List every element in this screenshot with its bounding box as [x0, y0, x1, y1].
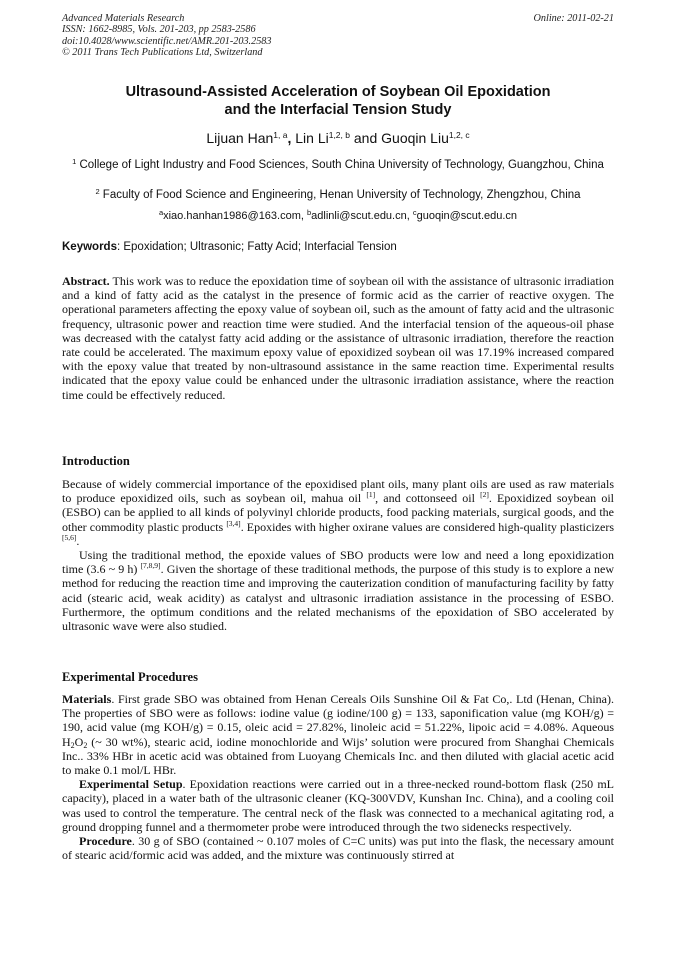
materials-text: O	[74, 734, 84, 749]
citation-7-8-9: [7,8,9]	[140, 561, 161, 571]
email-c: guoqin@scut.edu.cn	[416, 210, 518, 222]
procedure-paragraph	[62, 834, 614, 862]
materials-text: . First grade SBO was obtained from Henan Cereals Oils Sunshine Oil & Fat Co,. Ltd (Henan, China). The properties of SBO were as follows: iodine value (g iodine/100 g) = 133, saponification value (mg KOH/g) = 190, acid value (mg KOH/g) = 0.15, oleic acid = 27.82%, linoleic acid = 51.22%, lipoic acid = 4.08%. Aqueous H	[62, 692, 614, 749]
setup-paragraph	[62, 777, 614, 834]
affiliation-1	[62, 155, 614, 172]
journal-name: Advanced Materials Research	[62, 13, 185, 24]
introduction-heading: Introduction	[62, 454, 130, 468]
materials-paragraph	[62, 692, 614, 777]
journal-issn: ISSN: 1662-8985, Vols. 201-203, pp 2583-2586	[62, 24, 256, 36]
author-separator: ,	[287, 130, 292, 146]
intro-p1-text: .	[76, 533, 80, 548]
setup-label: Experimental Setup	[79, 777, 183, 792]
introduction-section	[62, 477, 614, 633]
email-c-marker: c	[412, 208, 417, 217]
email-b-marker: b	[307, 208, 312, 217]
journal-doi: doi:10.4028/www.scientific.net/AMR.201-203.2583	[62, 35, 272, 47]
online-date: Online: 2011-02-21	[533, 13, 614, 24]
keywords-text: : Epoxidation; Ultrasonic; Fatty Acid; Interfacial Tension	[116, 241, 397, 253]
author-emails	[62, 206, 614, 223]
intro-p1-text: . Epoxides with higher oxirane values are considered high-quality plasticizers	[240, 519, 614, 534]
experimental-section	[62, 692, 614, 862]
setup-text: . Epoxidation reactions were carried out in a three-necked round-bottom flask (250 mL capacity), placed in a water bath of the ultrasonic cleaner (KQ-300VDV, Kunshan Inc. China), and a cooling coil was used to control the temperature. The central neck of the flask was connected to a mechanical agitating rod, a ground dropping funnel and a thermometer probe were introduced through the two sidenecks respectively.	[62, 777, 614, 834]
affiliation-1-text: College of Light Industry and Food Sciences, South China University of Technology, Guangzhou, China	[76, 159, 604, 171]
keywords-label: Keywords	[62, 241, 117, 253]
intro-p1-text: Because of widely commercial importance of the epoxidised plant oils, many plant oils are used as raw materials to produce epoxidized oils, such as soybean oil, mahua oil	[62, 477, 614, 506]
author-2-name: Lin Li	[291, 130, 329, 146]
intro-p1-text: , and cottonseed oil	[375, 491, 481, 506]
affiliation-1-number: 1	[72, 157, 77, 166]
intro-p2-text: Using the traditional method, the epoxide values of SBO products were low and need a long epoxidization time (3.6 ~ 9 h)	[62, 548, 614, 577]
email-a: xiao.hanhan1986@163.com,	[163, 210, 307, 222]
citation-5-6: [5,6]	[62, 532, 77, 542]
abstract-label: Abstract.	[62, 274, 110, 288]
experimental-heading: Experimental Procedures	[62, 670, 198, 684]
affiliation-2-number: 2	[95, 187, 100, 196]
author-1-affil: 1, a	[273, 130, 288, 140]
paper-title	[62, 83, 614, 119]
materials-label: Materials	[62, 692, 112, 706]
abstract-section	[62, 274, 614, 402]
author-1-name: Lijuan Han	[206, 130, 274, 146]
affiliation-2-text: Faculty of Food Science and Engineering, Henan University of Technology, Zhengzhou, China	[99, 189, 581, 201]
journal-header	[62, 13, 271, 59]
citation-2: [2]	[480, 490, 489, 500]
intro-paragraph-1	[62, 477, 614, 548]
citation-1: [1]	[366, 490, 376, 500]
author-2-affil: 1,2, b	[328, 130, 350, 140]
intro-paragraph-2	[62, 548, 614, 633]
abstract-text: This work was to reduce the epoxidation time of soybean oil with the assistance of ultrasonic irradiation and a kind of fatty acid as the catalyst in the presence of formic acid as the carrier of reactive oxygen. The operational parameters affecting the epoxy value of soybean oil, such as the amount of fatty acid and the ultrasonic frequency, ultrasonic power and reaction time were studied. And the interfacial tension of the aqueous-oil phase was decreased with the catalyst fatty acid adding or the assistance of ultrasonic irradiation, therefore the reaction rate could be accelerated. The maximum epoxy value of epoxidized soybean oil was 17.19% increased compared with the epoxy value that treated by non-ultrasound assistance in the same reaction time. Experimental results indicated that the epoxy value could be enhanced under the ultrasonic irradiation assistance, where the reaction time could be effectively reduced.	[62, 274, 614, 402]
procedure-text: . 30 g of SBO (contained ~ 0.107 moles of C=C units) was put into the flask, the necessary amount of stearic acid/formic acid was added, and the mixture was continuously stirred at	[62, 834, 614, 863]
subscript: 2	[83, 740, 88, 750]
email-a-marker: a	[158, 208, 164, 217]
keywords-line	[62, 240, 614, 254]
citation-3-4: [3,4]	[226, 518, 241, 528]
author-3-name: and Guoqin Liu	[350, 130, 449, 146]
intro-p1-text: . Epoxidized soybean oil (ESBO) can be applied to all kinds of polyvinyl chloride products, food packing materials, surgical goods, and the other commodity plastic products	[62, 491, 615, 534]
email-b: adlinli@scut.edu.cn,	[311, 210, 413, 222]
procedure-label: Procedure	[79, 834, 132, 849]
intro-p2-text: . Given the shortage of these traditional methods, the purpose of this study is to explore a new method for reducing the reaction time and improving the cauterization condition of manufacturing facility by fatty acid (stearic acid, weak acidity) as catalyst and ultrasonic irradiation assistance in the processing of ESBO. Furthermore, the optimum conditions and the related mechanisms of the epoxidation of SBO accelerated by ultrasonic wave were also studied.	[62, 562, 615, 634]
subscript: 2	[70, 740, 75, 750]
title-line-1: Ultrasound-Assisted Acceleration of Soybean Oil Epoxidation	[125, 84, 551, 100]
author-3-affil: 1,2, c	[448, 130, 470, 140]
materials-text: (~ 30 wt%), stearic acid, iodine monochloride and Wijs’ solution were procured from Shanghai Chemicals Inc.. 33% HBr in acetic acid was obtained from Luoyang Chemicals Inc. and then diluted with glacial acetic acid to make 0.1 mol/L HBr.	[62, 734, 614, 778]
author-list	[62, 126, 614, 147]
journal-copyright: © 2011 Trans Tech Publications Ltd, Switzerland	[62, 47, 263, 59]
affiliation-2	[62, 185, 614, 202]
title-line-2: and the Interfacial Tension Study	[224, 102, 452, 118]
